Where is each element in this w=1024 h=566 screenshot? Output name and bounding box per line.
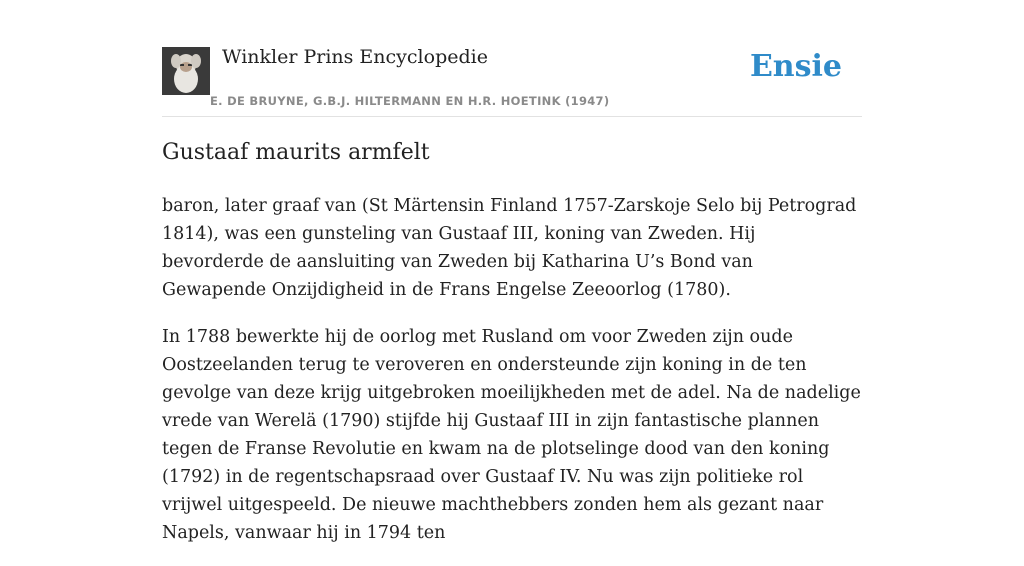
site-title[interactable]: Winkler Prins Encyclopedie — [222, 46, 488, 68]
article-paragraph: baron, later graaf van (St Märtensin Finland 1757-Zarskoje Selo bij Petrograd 1814), was een gunsteling van Gustaaf III, koning van Zweden. Hij bevorderde de aansluiting van Zweden bij Katharina U’s Bond van Gewapende Onzijdigheid in de Frans Engelse Zeeoorlog (1780). — [162, 196, 857, 300]
site-subtitle: E. DE BRUYNE, G.B.J. HILTERMANN EN H.R. HOETINK (1947) — [210, 94, 610, 108]
article-paragraph: In 1788 bewerkte hij de oorlog met Rusland om voor Zweden zijn oude Oostzeelanden terug te veroveren en ondersteunde zijn koning in de ten gevolge van deze krijg uitgebroken moeilijkheden met de adel. Na de nadelige vrede van Werelä (1790) stijfde hij Gustaaf III in zijn fantastische plannen tegen de Franse Revolutie en kwam na de plotselinge dood van den koning (1792) in de regentschapsraad over Gustaaf IV. Nu was zijn politieke rol vrijwel uitgespeeld. De nieuwe machthebbers zonden hem als gezant naar Napels, vanwaar hij in 1794 ten — [162, 327, 861, 543]
author-avatar — [162, 47, 210, 95]
article-title: Gustaaf maurits armfelt — [162, 140, 430, 165]
ensie-logo[interactable]: Ensie — [749, 49, 842, 84]
article-body — [162, 192, 862, 566]
site-header — [162, 40, 862, 117]
portrait-icon — [162, 47, 210, 95]
